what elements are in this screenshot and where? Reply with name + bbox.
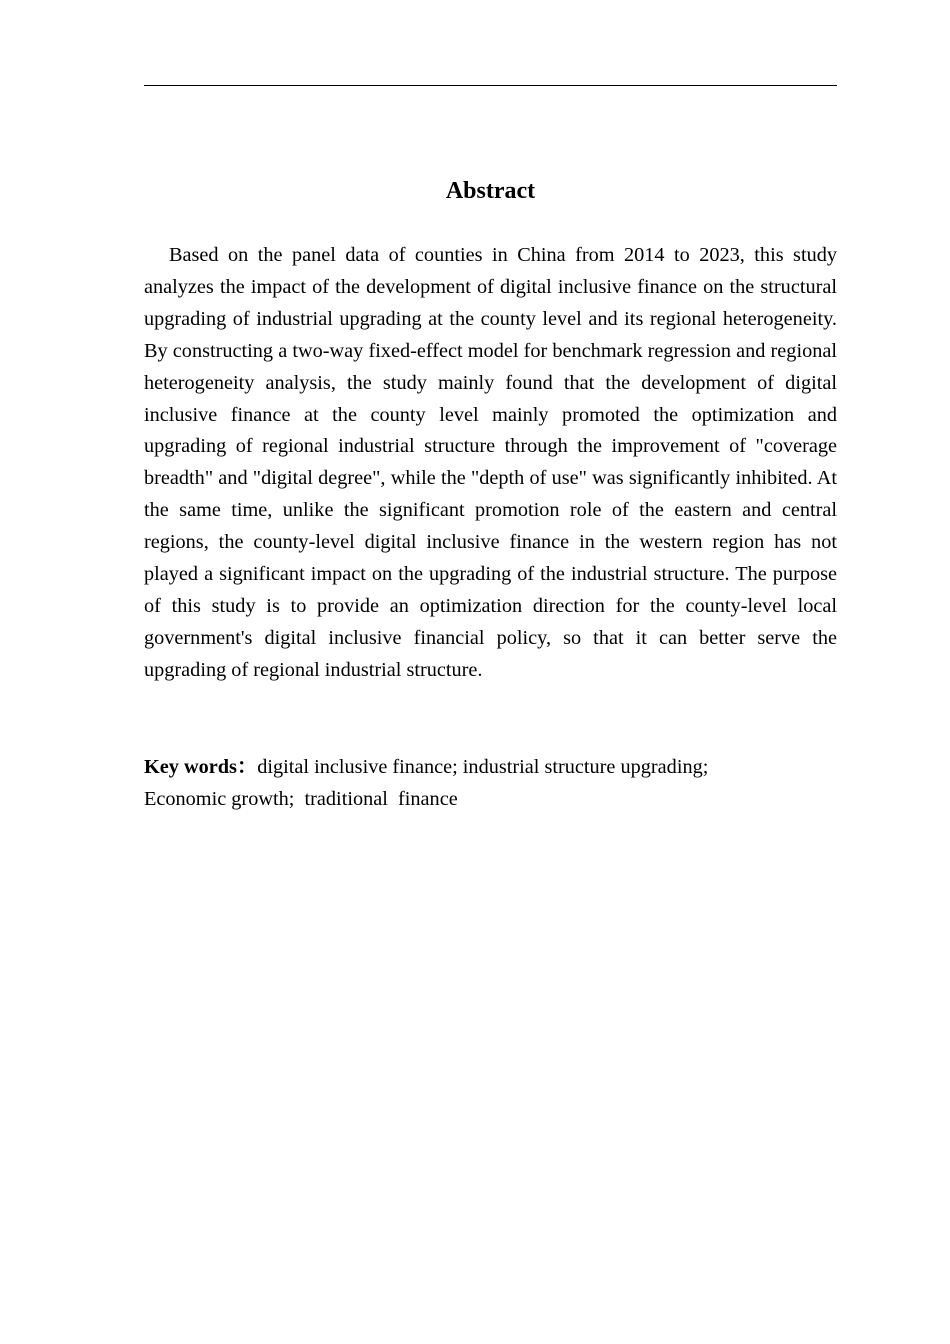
keywords-line-2: Economic growth; traditional finance xyxy=(144,787,458,810)
abstract-body: Based on the panel data of counties in China from 2014 to 2023, this study analyzes the impact of the development of digital inclusive finance on the structural upgrading of industrial upgrading at the county level and its regional heterogeneity. By constructing a two-way fixed-effect model for benchmark regression and regional heterogeneity analysis, the study mainly found that the development of digital inclusive finance at the county level mainly promoted the optimization and upgrading of regional industrial structure through the improvement of "coverage breadth" and "digital degree", while the "depth of use" was significantly inhibited. At the same time, unlike the significant promotion role of the eastern and central regions, the county-level digital inclusive finance in the western region has not played a significant impact on the upgrading of the industrial structure. The purpose of this study is to provide an optimization direction for the county-level local government's digital inclusive financial policy, so that it can better serve the upgrading of regional industrial structure. xyxy=(144,244,837,681)
keywords-label: Key words： xyxy=(144,756,258,778)
keywords-line-1 xyxy=(144,752,837,784)
abstract-title: Abstract xyxy=(445,178,536,204)
header-rule xyxy=(144,85,837,86)
keywords-text-1: digital inclusive finance; industrial structure upgrading; xyxy=(257,756,709,778)
keywords-section xyxy=(144,752,837,816)
